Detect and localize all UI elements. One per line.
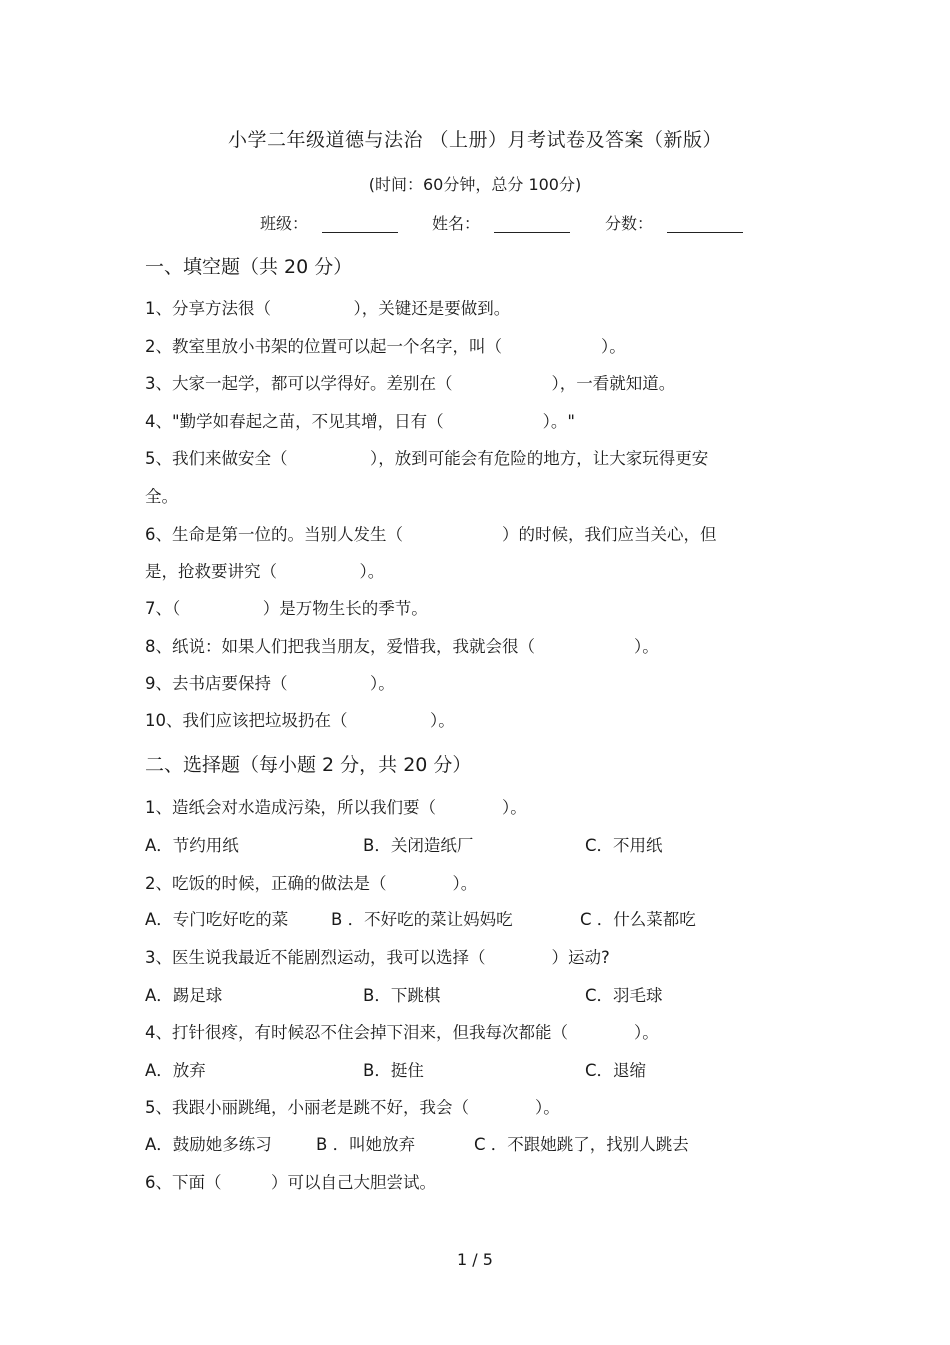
section-heading-choice: 二、选择题（每小题 2 分，共 20 分） xyxy=(145,754,472,776)
section-heading-fill-in: 一、填空题（共 20 分） xyxy=(145,256,353,278)
choice-question: 6、下面（ ）可以自己大胆尝试。 xyxy=(145,1173,436,1192)
choice-option: A．踢足球 xyxy=(145,986,223,1005)
fill-question-continued: 是，抢救要讲究（ ）。 xyxy=(145,562,385,581)
fill-question: 7、（ ）是万物生长的季节。 xyxy=(145,599,428,618)
choice-option: C ．什么菜都吃 xyxy=(580,910,696,929)
score-blank xyxy=(667,214,743,233)
choice-option: A．鼓励她多练习 xyxy=(145,1135,272,1154)
choice-option: B．挺住 xyxy=(363,1061,424,1080)
choice-option: C ．不跟她跳了，找别人跳去 xyxy=(474,1135,689,1154)
fill-question: 5、我们来做安全（ ），放到可能会有危险的地方，让大家玩得更安 xyxy=(145,449,709,468)
class-field xyxy=(260,214,398,233)
fill-question: 8、纸说：如果人们把我当朋友，爱惜我，我就会很（ ）。 xyxy=(145,637,659,656)
choice-option: A．专门吃好吃的菜 xyxy=(145,910,289,929)
class-label: 班级： xyxy=(260,214,309,233)
choice-option: C．羽毛球 xyxy=(585,986,663,1005)
choice-option: A．放弃 xyxy=(145,1061,206,1080)
name-field xyxy=(432,214,570,233)
class-blank xyxy=(322,214,398,233)
name-blank xyxy=(494,214,570,233)
score-field xyxy=(605,214,743,233)
fill-question-continued: 全。 xyxy=(145,487,178,506)
fill-question: 10、我们应该把垃圾扔在（ ）。 xyxy=(145,711,455,730)
choice-option: B．下跳棋 xyxy=(363,986,441,1005)
score-label: 分数： xyxy=(605,214,654,233)
fill-question: 4、"勤学如春起之苗，不见其增，日有（ ）。" xyxy=(145,412,575,431)
fill-question: 2、教室里放小书架的位置可以起一个名字，叫（ ）。 xyxy=(145,337,626,356)
name-label: 姓名： xyxy=(432,214,481,233)
choice-option: C．不用纸 xyxy=(585,836,663,855)
choice-option: B ．叫她放弃 xyxy=(316,1135,416,1154)
fill-question: 6、生命是第一位的。当别人发生（ ）的时候，我们应当关心，但 xyxy=(145,525,717,544)
choice-question: 4、打针很疼，有时候忍不住会掉下泪来，但我每次都能（ ）。 xyxy=(145,1023,659,1042)
choice-option: B．关闭造纸厂 xyxy=(363,836,474,855)
fill-question: 9、去书店要保持（ ）。 xyxy=(145,674,395,693)
exam-info: (时间：60分钟，总分 100分) xyxy=(368,175,582,194)
choice-option: A．节约用纸 xyxy=(145,836,239,855)
page-number: 1 / 5 xyxy=(457,1250,493,1269)
fill-question: 3、大家一起学，都可以学得好。差别在（ ），一看就知道。 xyxy=(145,374,676,393)
choice-option: B ．不好吃的菜让妈妈吃 xyxy=(331,910,513,929)
fill-question: 1、分享方法很（ ），关键还是要做到。 xyxy=(145,299,511,318)
choice-question: 2、吃饭的时候，正确的做法是（ ）。 xyxy=(145,874,478,893)
choice-option: C．退缩 xyxy=(585,1061,647,1080)
choice-question: 5、我跟小丽跳绳，小丽老是跳不好，我会（ ）。 xyxy=(145,1098,560,1117)
choice-question: 3、医生说我最近不能剧烈运动，我可以选择（ ）运动? xyxy=(145,948,610,967)
page-title: 小学二年级道德与法治 （上册）月考试卷及答案（新版） xyxy=(227,129,723,151)
choice-question: 1、造纸会对水造成污染，所以我们要（ ）。 xyxy=(145,798,527,817)
